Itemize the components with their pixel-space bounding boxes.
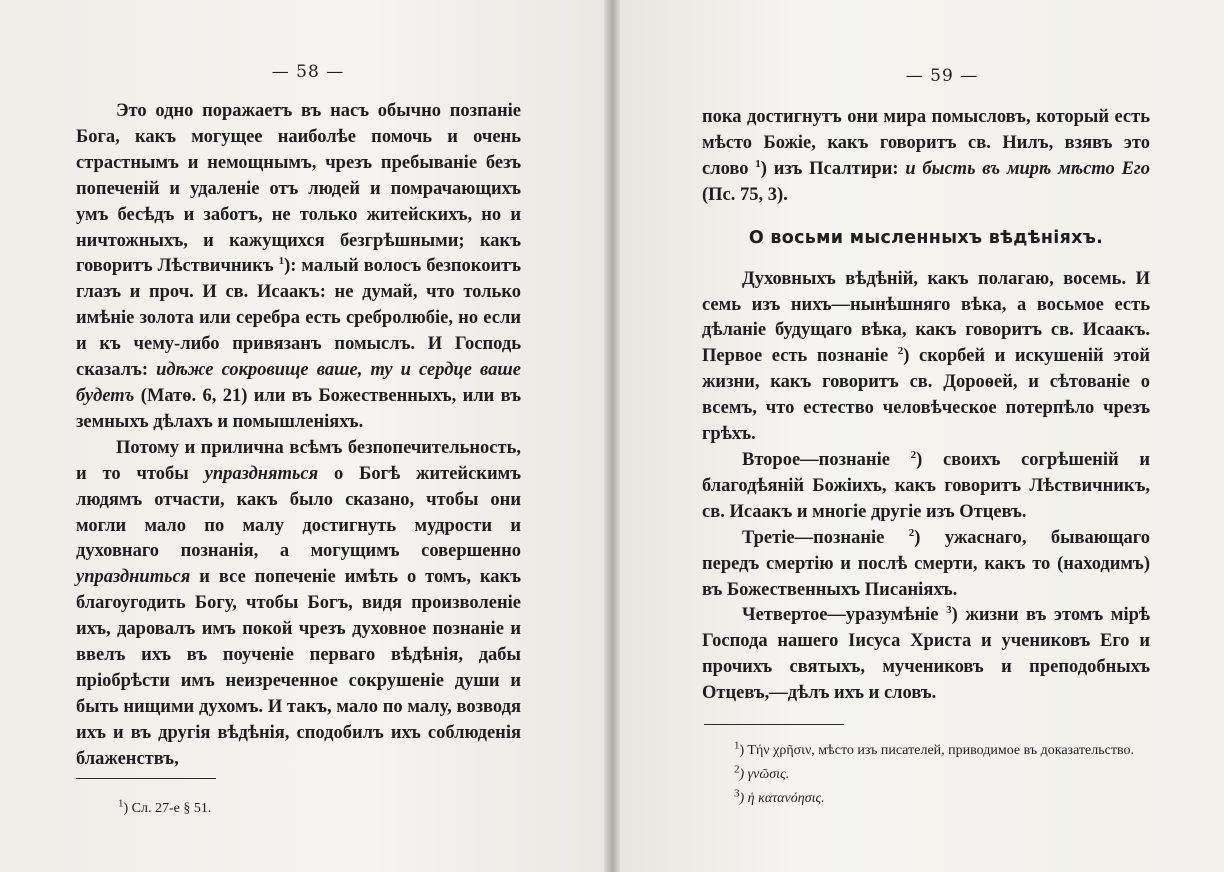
italic-quote: упраздняться [204, 463, 319, 484]
footnotes-right [702, 740, 1150, 812]
page-number-left: — 58 — [271, 62, 345, 82]
text-run: Второе—познаніе [742, 449, 911, 470]
footnote-text: ) γνῶσις. [739, 767, 790, 782]
text-run: (Пс. 75, 3). [702, 184, 788, 205]
footnote-ref: 2 [910, 448, 917, 461]
footnote-ref: 1 [755, 157, 761, 170]
text-run: ) изъ Псалтири: [760, 158, 906, 179]
footnote-marker: 1 [118, 797, 124, 810]
footnote [702, 764, 1150, 786]
footnote [118, 798, 518, 820]
footnote-marker: 3 [734, 787, 740, 800]
footnote-rule [76, 778, 216, 779]
text-run: и все попеченіе имѣть о томъ, какъ благоугодить Богу, чтобы Богъ, видя произволеніе ихъ, даровалъ имъ покой чрезъ духовное познаніе и ввелъ ихъ въ поученіе перваго вѣдѣнія, дабы пріобрѣсти имъ неизреченное сокрушеніе души и быть нищими духомъ. И такъ, мало по малу, возводя ихъ и въ другія вѣдѣнія, сподобилъ ихъ соблюденія блаженствъ, [76, 567, 521, 769]
footnote-ref: 2 [897, 345, 904, 358]
text-run: ) жизни въ этомъ мірѣ Господа нашего Іисуса Христа и учениковъ Его и прочихъ святыхъ, мучениковъ и преподобныхъ Отцевъ,—дѣлъ ихъ и словъ. [702, 605, 1150, 704]
right-page-text [702, 105, 1150, 707]
footnote-marker: 2 [734, 763, 740, 776]
text-run: Это одно поражаетъ въ насъ обычно позпаніе Бога, какъ могущее наиболѣе помочь и очень страстнымъ и немощнымъ, чрезъ пребываніе безъ попеченій и удаленіе отъ людей и помрачающихъ умъ бесѣдъ и заботъ, не только житейскихъ, но и ничтожныхъ, и кажущихся безгрѣшными; какъ говоритъ Лѣствичникъ [76, 101, 521, 277]
footnote-text: ) ἡ κατανόησις. [739, 791, 825, 806]
text-run: пока достигнутъ они мира помысловъ, который есть мѣсто Божіе, какъ говоритъ св. Нилъ, взявъ это слово [702, 107, 1150, 179]
paragraph [76, 99, 521, 436]
footnote-text: ) Τήν χρῆσιν, мѣсто изъ писателей, приводимое въ доказательство. [739, 743, 1134, 758]
paragraph [702, 267, 1150, 448]
left-page-text [76, 99, 521, 773]
text-run: Третіе—познаніе [742, 527, 909, 548]
footnote [702, 740, 1150, 762]
text-run: Потому и прилична всѣмъ безпопечительность, и то чтобы [76, 437, 521, 484]
text-run: Духовныхъ вѣдѣній, какъ полагаю, восемь. И семь изъ нихъ—нынѣшняго вѣка, а восьмое есть дѣланіе будущаго вѣка, какъ говоритъ св. Исаакъ. Первое есть познаніе [702, 268, 1150, 367]
text-run: ) скорбей и искушеній этой жизни, какъ говоритъ св. Дороѳей, и сѣтованіе о всемъ, что естество человѣческое потерпѣло чрезъ грѣхъ. [702, 346, 1150, 445]
text-run: Четвертое—уразумѣніе [742, 605, 947, 626]
text-run: ): малый волосъ безпокоитъ глазъ и проч. И св. Исаакъ: не думай, что только имѣніе золота или серебра есть сребролюбіе, но если и къ чему-либо привязанъ помыслъ. И Господь сказалъ: [76, 256, 521, 381]
footnote-marker: 1 [734, 739, 740, 752]
footnote [702, 788, 1150, 810]
text-run: ) ужаснаго, бывающаго передъ смертію и послѣ смерти, какъ то (находимъ) въ Божественныхъ Писаніяхъ. [702, 527, 1150, 600]
paragraph [702, 105, 1150, 209]
book-gutter [604, 0, 620, 872]
text-run: ) своихъ согрѣшеній и благодѣяній Божіихъ, какъ говоритъ Лѣствичникъ, св. Исаакъ и многіе другіе изъ Отцевъ. [702, 449, 1150, 522]
footnote-text: ) Сл. 27-е § 51. [123, 801, 212, 816]
paragraph [702, 448, 1150, 526]
paragraph [702, 603, 1150, 707]
right-page [612, 0, 1224, 872]
text-run: (Матѳ. 6, 21) или въ Божественныхъ, или въ земныхъ дѣлахъ и помышленіяхъ. [76, 385, 521, 432]
section-heading: О восьми мысленныхъ вѣдѣніяхъ. [748, 227, 1104, 248]
footnote-ref: 3 [946, 604, 952, 617]
paragraph [76, 436, 521, 773]
footnote-rule [704, 724, 844, 725]
italic-quote: и бысть въ мирѣ мѣсто Его [905, 158, 1150, 179]
italic-quote: упраздниться [76, 567, 191, 588]
footnote-ref: 2 [908, 526, 915, 539]
page-number-right: — 59 — [905, 66, 979, 86]
footnote-ref: 1 [278, 255, 285, 268]
footnotes-left [118, 798, 518, 822]
text-run: о Богѣ житейскимъ людямъ отчасти, какъ было сказано, чтобы они могли мало по малу достигнуть мудрости и духовнаго познанія, а могущимъ совершенно [76, 463, 521, 562]
italic-quote: идѣже сокровище ваше, ту и сердце ваше будетъ [76, 360, 521, 406]
paragraph [702, 526, 1150, 604]
